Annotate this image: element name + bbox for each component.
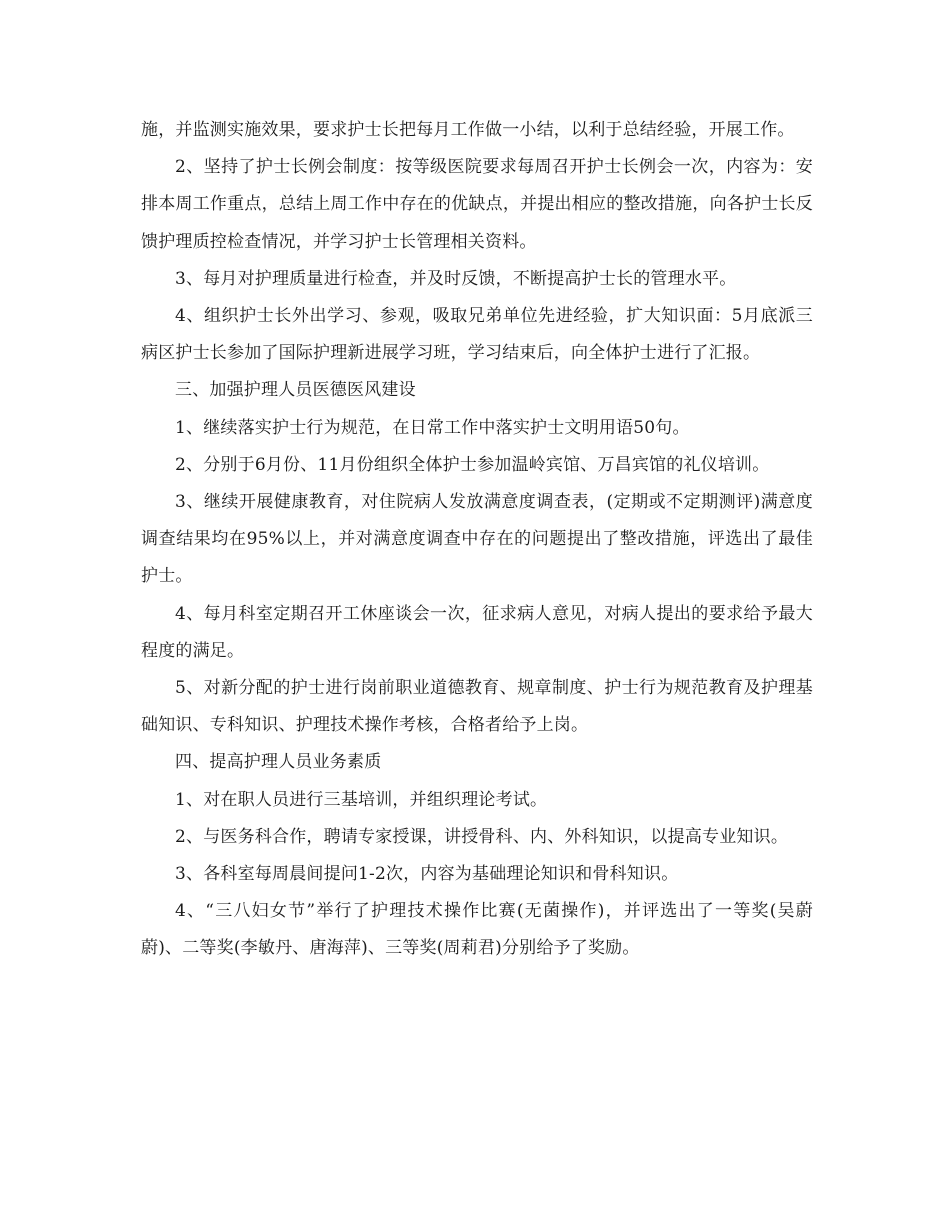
paragraph-item-3-quality-check: 3、每月对护理质量进行检查，并及时反馈，不断提高护士长的管理水平。 [175,268,737,289]
paragraph-ethics-item-3: 3、继续开展健康教育，对住院病人发放满意度调查表，(定期或不定期测评)满意度调查结果均在95%以上，并对满意度调查中存在的问题提出了整改措施，评选出了最佳护士。 [141,492,813,587]
paragraph-skills-item-2: 2、与医务科合作，聘请专家授课，讲授骨科、内、外科知识，以提高专业知识。 [175,826,789,847]
paragraph-ethics-item-2: 2、分别于6月份、11月份组织全体护士参加温岭宾馆、万昌宾馆的礼仪培训。 [175,454,770,475]
paragraph-item-2-head-nurse-meeting: 2、坚持了护士长例会制度：按等级医院要求每周召开护士长例会一次，内容为：安排本周工作重点，总结上周工作中存在的优缺点，并提出相应的整改措施，向各护士长反馈护理质控检查情况，并学习护士长管理相关资料。 [141,157,813,252]
paragraph-ethics-item-1: 1、继续落实护士行为规范，在日常工作中落实护士文明用语50句。 [175,417,690,438]
paragraph-ethics-item-4: 4、每月科室定期召开工休座谈会一次，征求病人意见，对病人提出的要求给予最大程度的满足。 [141,603,813,661]
document-page [141,112,813,968]
paragraph-item-4-external-study: 4、组织护士长外出学习、参观，吸取兄弟单位先进经验，扩大知识面：5月底派三病区护士长参加了国际护理新进展学习班，学习结束后，向全体护士进行了汇报。 [141,306,813,364]
section-heading-ethics: 三、加强护理人员医德医风建设 [175,380,416,401]
paragraph-skills-item-3: 3、各科室每周晨间提问1-2次，内容为基础理论知识和骨科知识。 [175,864,679,885]
section-heading-skills: 四、提高护理人员业务素质 [175,752,382,773]
paragraph-continuation: 施，并监测实施效果，要求护士长把每月工作做一小结，以利于总结经验，开展工作。 [141,120,795,140]
paragraph-skills-item-1: 1、对在职人员进行三基培训，并组织理论考试。 [175,789,548,810]
paragraph-skills-item-4: 4、“三八妇女节”举行了护理技术操作比赛(无菌操作)，并评选出了一等奖(吴蔚蔚)、二等奖(李敏丹、唐海萍)、三等奖(周莉君)分别给予了奖励。 [141,901,813,959]
paragraph-ethics-item-5: 5、对新分配的护士进行岗前职业道德教育、规章制度、护士行为规范教育及护理基础知识、专科知识、护理技术操作考核，合格者给予上岗。 [141,678,813,736]
